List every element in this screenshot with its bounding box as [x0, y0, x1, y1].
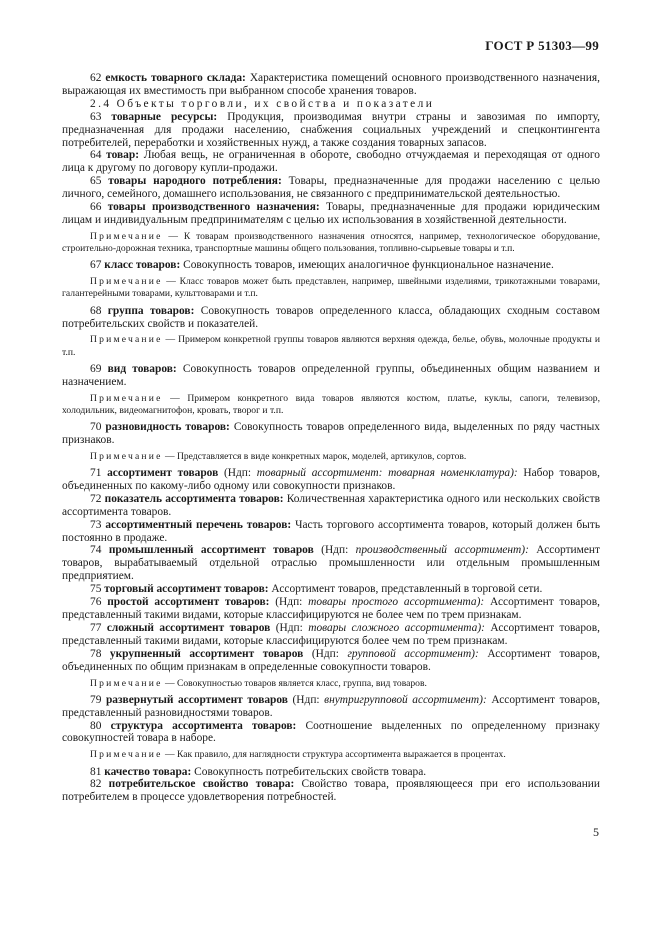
clause-76: 76 простой ассортимент товаров: (Ндп: товары простого ассортимента): Ассортимент товаров, представленный такими видами, которые классифицируются не более чем по трем признакам.	[62, 596, 600, 622]
clause-81: 81 качество товара: Совокупность потребительских свойств товара.	[90, 765, 427, 778]
clause-80: 80 структура ассортимента товаров: Соотношение выделенных по определенному признаку совокупностей товара в наборе.	[62, 719, 600, 745]
clause-75: 75 торговый ассортимент товаров: Ассортимент товаров, представленный в торговой сети.	[90, 583, 543, 596]
note-68: Примечание — Примером конкретной группы товаров являются верхняя одежда, белье, обувь, молочные продукты и т.п.	[62, 334, 600, 358]
clause-73: 73 ассортиментный перечень товаров: Часть торгового ассортимента товаров, который должен быть постоянно в продаже.	[62, 518, 601, 544]
clause-63: 63 товарные ресурсы: Продукция, производимая внутри страны и завозимая по импорту, предназначенная для продажи населению, снабжения социальных учреждений и спецконтингента потребителей, переработки и хозяйственных нужд, а также создания товарных запасов.	[62, 110, 600, 149]
clause-71: 71 ассортимент товаров (Ндп: товарный ассортимент: товарная номенклатура): Набор товаров, объединенных по какому-либо одному или совокупности признаков.	[62, 467, 600, 492]
note-70: Примечание — Представляется в виде конкретных марок, моделей, артикулов, сортов.	[90, 450, 467, 462]
clause-77: 77 сложный ассортимент товаров (Ндп: товары сложного ассортимента): Ассортимент товаров, представленный такими видами, которые классифицируются более чем по трем признакам.	[62, 621, 600, 647]
clause-69: 69 вид товаров: Совокупность товаров определенной группы, объединенных общим названием и назначением.	[62, 362, 600, 388]
clause-70: 70 разновидность товаров: Совокупность товаров определенного вида, выделенных по ряду частных признаков.	[62, 421, 600, 446]
clause-65: 65 товары народного потребления: Товары, предназначенные для продажи населению с целью личного, семейного, домашнего использования, не связанного с предпринимательской деятельностью.	[62, 175, 600, 201]
clause-72: 72 показатель ассортимента товаров: Количественная характеристика одного или нескольких свойств ассортимента товаров.	[62, 492, 600, 518]
clause-74: 74 промышленный ассортимент товаров (Ндп: производственный ассортимент): Ассортимент товаров, вырабатываемый отдельной отраслью промышленности или отдельным промышленным предприятием.	[62, 544, 600, 583]
standard-code-header: ГОСТ Р 51303—99	[485, 38, 599, 53]
note-78: Примечание — Совокупностью товаров является класс, группа, вид товаров.	[90, 677, 427, 689]
clause-78: 78 укрупненный ассортимент товаров (Ндп: групповой ассортимент): Ассортимент товаров, объединенных по общим признакам в определенные совокупности товаров.	[62, 647, 600, 673]
clause-66: 66 товары производственного назначения: Товары, предназначенные для продажи юридическим лицам и индивидуальным предпринимателям с целью их использования в хозяйственной деятельности.	[62, 201, 600, 226]
page-number: 5	[593, 825, 599, 839]
clause-82: 82 потребительское свойство товара: Свойство товара, проявляющееся при его использовании потребителем в процессе удовлетворения потребностей.	[62, 778, 600, 804]
clause-79: 79 развернутый ассортимент товаров (Ндп: внутригрупповой ассортимент): Ассортимент товаров, представленный разновидностями товаров.	[62, 693, 600, 719]
section-heading-2-4: 2.4 Объекты торговли, их свойства и показатели	[90, 97, 435, 110]
clause-62: 62 емкость товарного склада: Характеристика помещений основного производственного назначения, выражающая их вместимость при выбранном способе хранения товаров.	[62, 72, 600, 97]
note-66: Примечание — К товарам производственного назначения относятся, например, технологическое оборудование, строительно-дорожная техника, транспортные машины общего пользования, топливно-сырьевые товары и т.п.	[62, 230, 600, 255]
clause-67: 67 класс товаров: Совокупность товаров, имеющих аналогичное функциональное назначение.	[90, 259, 554, 272]
note-69: Примечание — Примером конкретного вида товаров являются костюм, платье, куклы, сапоги, телевизор, холодильник, видеомагнитофон, кровать, творог и т.п.	[62, 392, 600, 416]
document-body	[62, 72, 600, 804]
clause-64: 64 товар: Любая вещь, не ограниченная в обороте, свободно отчуждаемая и переходящая от одного лица к другому по договору купли-продажи.	[62, 149, 600, 175]
note-80: Примечание — Как правило, для наглядности структура ассортимента выражается в процентах.	[90, 749, 506, 761]
clause-68: 68 группа товаров: Совокупность товаров определенного класса, обладающих сходным составом потребительских свойств и показателей.	[62, 304, 600, 330]
note-67: Примечание — Класс товаров может быть представлен, например, швейными изделиями, трикотажными товарами, галантерейными товарами, культтоварами и т.п.	[62, 276, 600, 300]
